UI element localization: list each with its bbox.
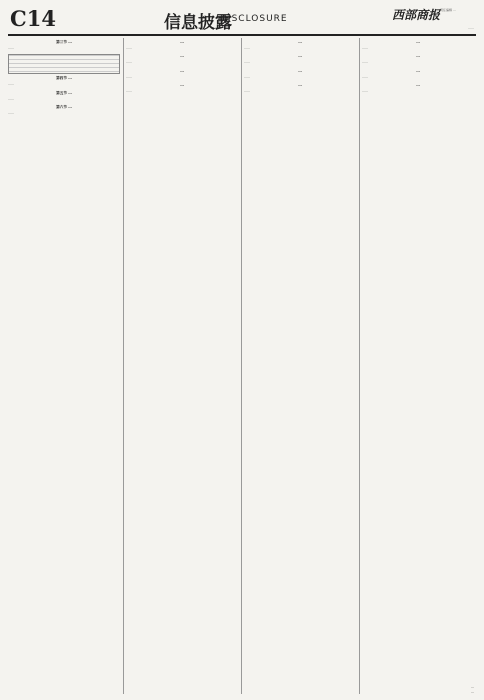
column-divider <box>241 38 242 694</box>
block-heading: … <box>180 54 184 59</box>
block-text: …… <box>8 82 14 87</box>
block-text: …… <box>362 74 368 79</box>
block-text: …… <box>126 74 132 79</box>
block-text: …… <box>362 46 368 50</box>
block-text: …… <box>362 89 368 94</box>
block-text: …… <box>126 89 132 94</box>
block-heading: … <box>416 54 420 59</box>
article-block <box>8 76 120 86</box>
article-block <box>244 83 356 93</box>
block-heading: … <box>416 83 420 88</box>
column-divider <box>123 38 124 694</box>
page-header <box>8 6 476 36</box>
block-heading: … <box>416 68 420 73</box>
block-heading: … <box>298 68 302 73</box>
article-block <box>244 69 356 79</box>
block-heading: 第三节 … <box>56 40 72 44</box>
block-text: …… <box>244 46 250 50</box>
block-text: …… <box>362 60 368 65</box>
block-text: …… <box>126 60 132 65</box>
section-title: 信息披露 <box>164 13 232 33</box>
block-heading: … <box>298 40 302 44</box>
article-block <box>126 54 238 64</box>
article-block <box>8 105 120 115</box>
column-divider <box>359 38 360 694</box>
section-title-english: DISCLOSURE <box>220 14 288 24</box>
table-figure <box>8 54 120 74</box>
masthead-meta: 责任编辑 … <box>440 8 456 12</box>
page-footer <box>384 685 474 694</box>
block-heading: … <box>298 83 302 88</box>
block-heading: 第四节 … <box>56 76 72 81</box>
block-heading: 第六节 … <box>56 105 72 110</box>
article-block <box>362 69 474 79</box>
article-block <box>8 91 120 101</box>
footer-line: … <box>470 685 474 690</box>
block-text: …… <box>8 46 14 50</box>
block-heading: … <box>180 40 184 44</box>
article-block <box>126 40 238 50</box>
block-text: …… <box>8 96 14 101</box>
newspaper-masthead: 西部商报 <box>391 8 440 22</box>
article-block <box>244 54 356 64</box>
column-4 <box>362 38 474 694</box>
block-heading: … <box>180 68 184 73</box>
block-text: …… <box>244 60 250 65</box>
block-heading: … <box>416 40 420 44</box>
article-block <box>362 83 474 93</box>
article-block <box>362 40 474 50</box>
article-columns <box>8 38 476 694</box>
block-text: …… <box>244 89 250 94</box>
column-3 <box>244 38 356 694</box>
page-number: C14 <box>10 6 56 31</box>
article-block <box>244 40 356 50</box>
article-block <box>126 83 238 93</box>
article-block <box>126 69 238 79</box>
header-subline: …… <box>468 26 474 30</box>
footer-line: … <box>470 689 474 694</box>
block-text: …… <box>244 74 250 79</box>
block-heading: 第五节 … <box>56 90 72 95</box>
column-2 <box>126 38 238 694</box>
article-block <box>8 40 120 50</box>
block-heading: … <box>298 54 302 59</box>
block-text: …… <box>8 111 14 116</box>
column-1 <box>8 38 120 694</box>
block-text: …… <box>126 46 132 50</box>
block-heading: … <box>180 83 184 88</box>
article-block <box>362 54 474 64</box>
